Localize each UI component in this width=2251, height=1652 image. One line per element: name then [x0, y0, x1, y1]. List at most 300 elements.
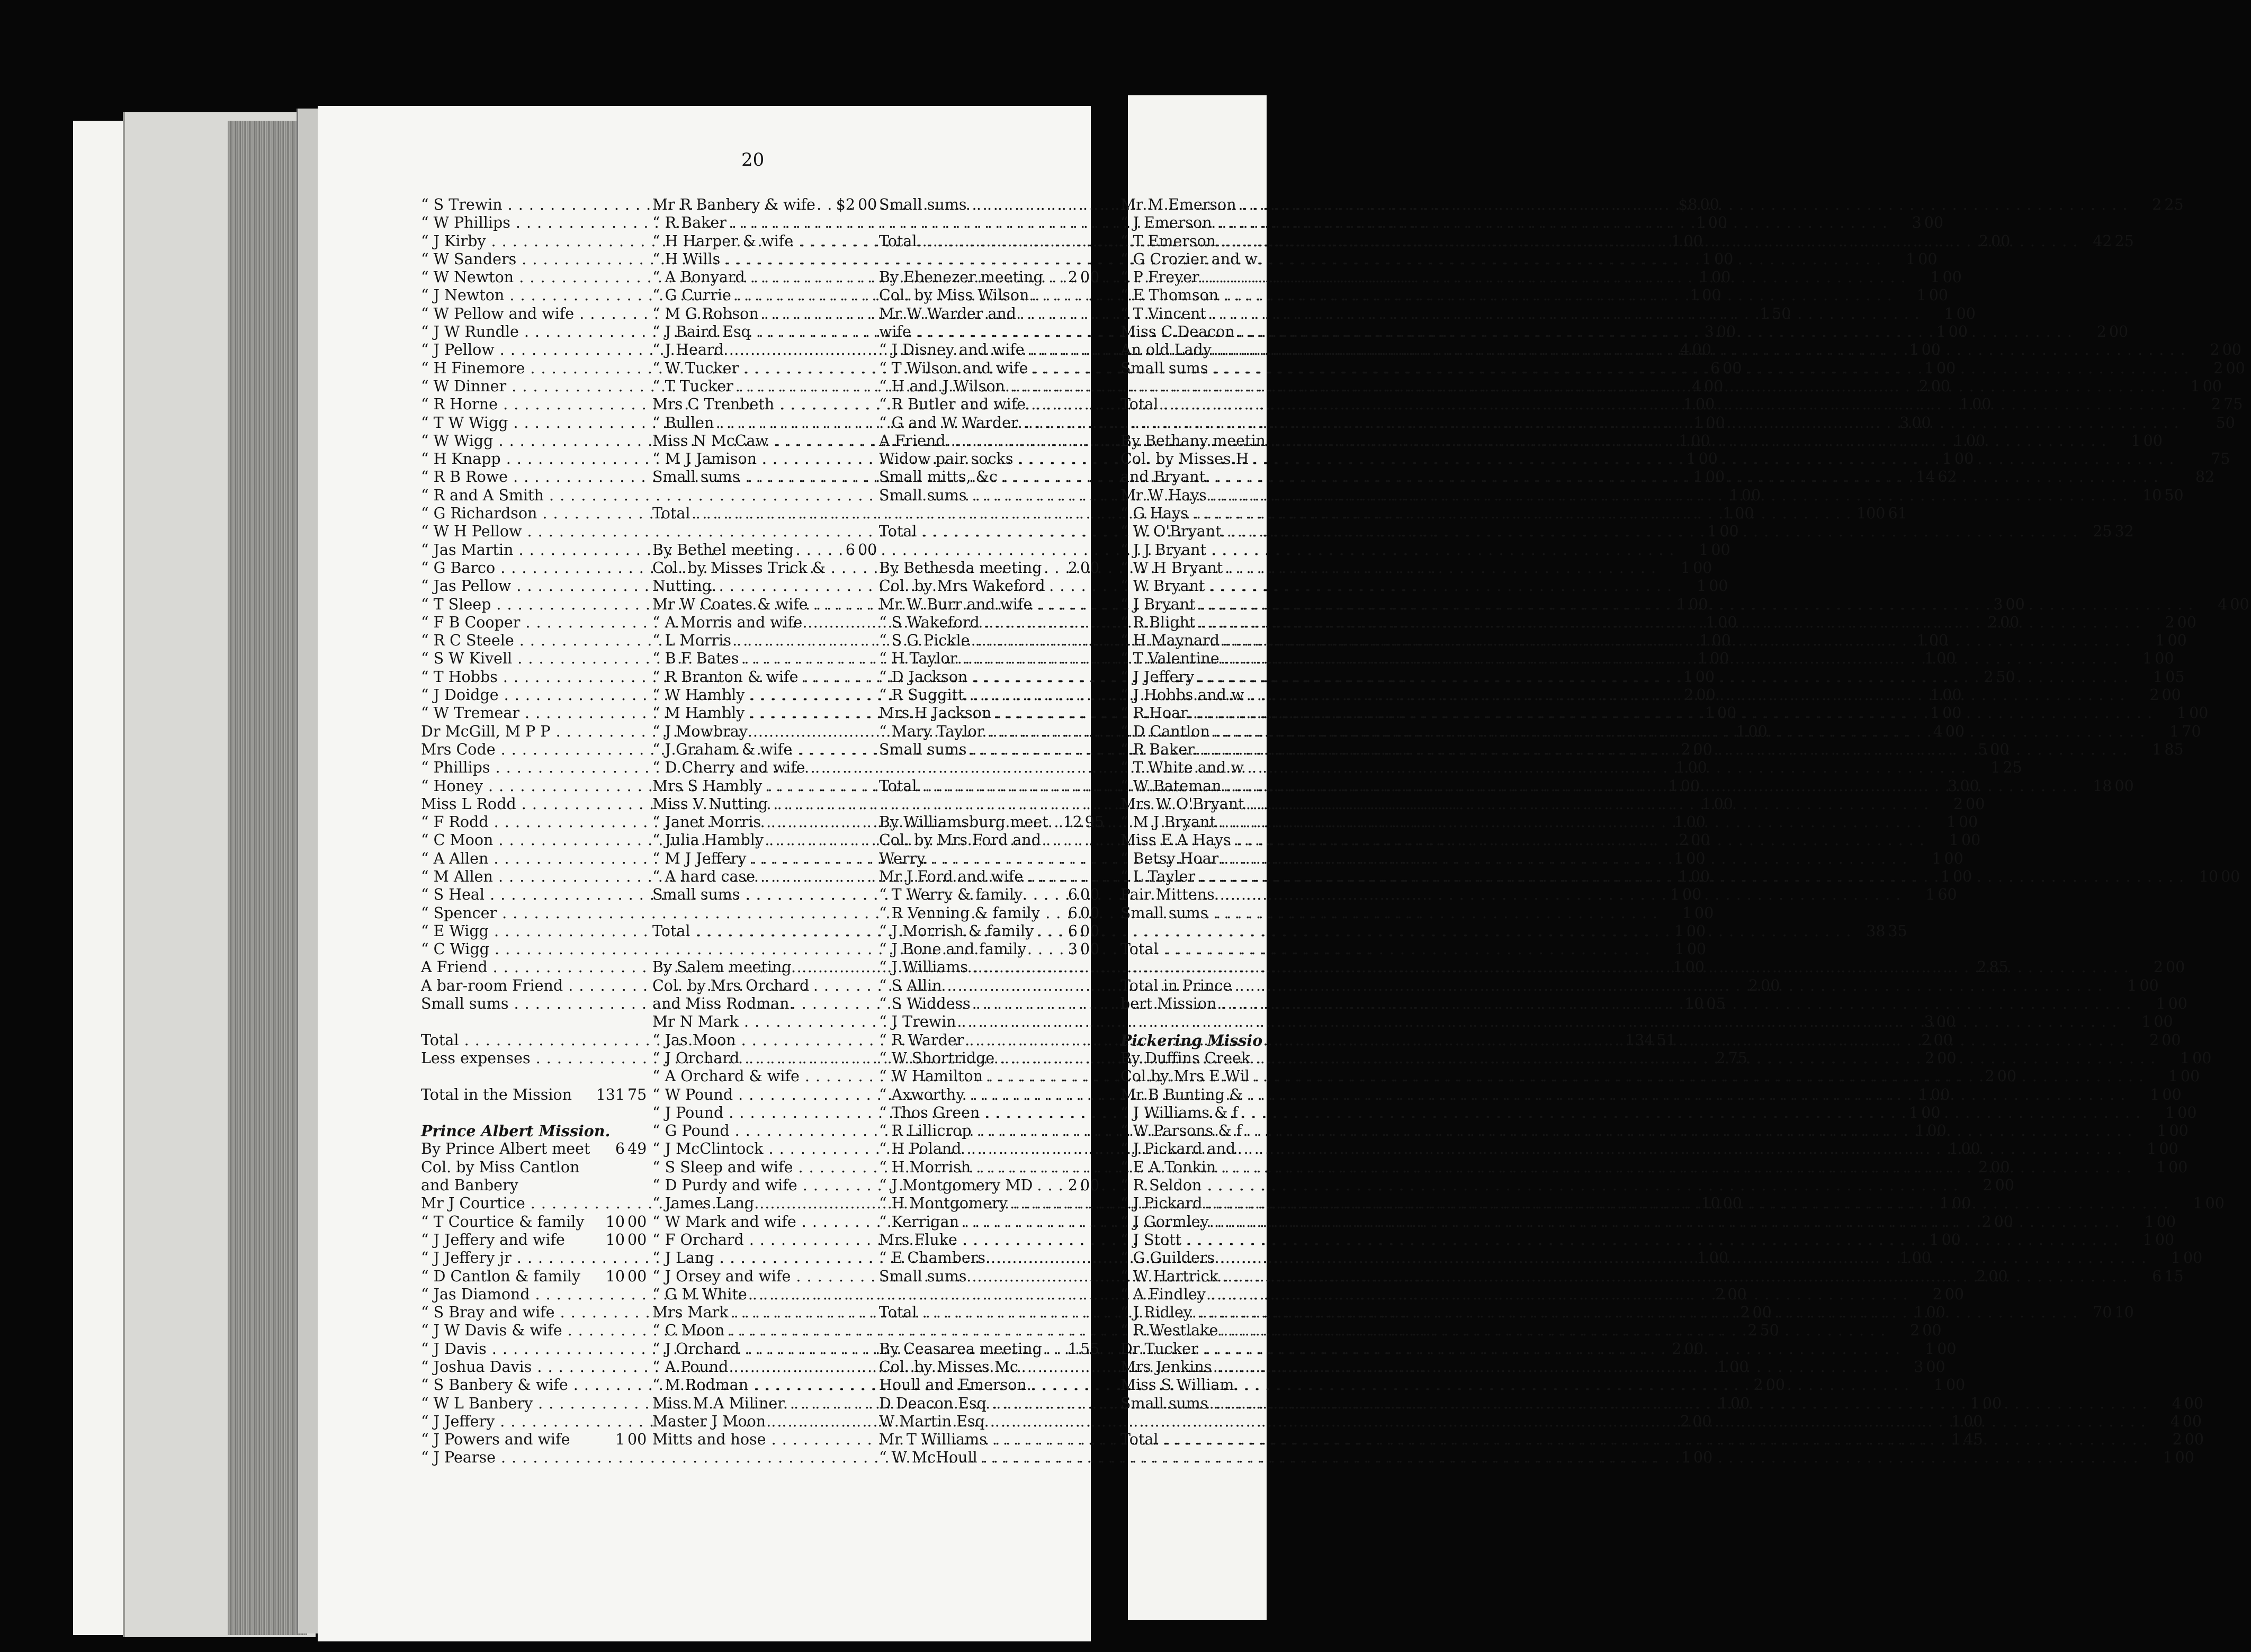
entry-cents: 00	[1692, 341, 1711, 359]
entry-cents: 00	[2162, 1085, 2182, 1103]
entry-name: Total in the Mission	[421, 1085, 572, 1103]
entry-cents: 00	[2165, 958, 2185, 976]
entry-dollars	[1448, 323, 1482, 341]
entry-cents: 75	[2211, 450, 2230, 468]
entry-dollars	[1421, 904, 1455, 922]
entry-cents: 00	[1702, 286, 1721, 304]
entry-name: Small sums . . .	[879, 487, 2128, 505]
entry-cents: 00	[1680, 777, 1700, 795]
ledger-heading-row	[1120, 1086, 1267, 1104]
entry-cents: 00	[1921, 1103, 1941, 1121]
entry-name: “ J Pearse . . .	[421, 1449, 1657, 1467]
entry-cents: 45	[1963, 1431, 1983, 1449]
entry-dollars: 10	[1701, 1195, 1720, 1213]
entry-name: “ W Pellow and wife . . .	[421, 305, 1735, 323]
entry-name: “ W L Banbery . . .	[421, 1395, 1694, 1413]
entry-dollars: 2	[2096, 323, 2106, 341]
entry-dollars: 1	[1959, 396, 1970, 414]
entry-cents	[1441, 741, 1465, 759]
entry-dollars: 1	[1930, 686, 1940, 704]
row-spacer	[1120, 958, 1267, 976]
row-spacer	[879, 1286, 1101, 1304]
ledger-entry	[1120, 396, 1267, 414]
entry-name: “ G Guilders . . .	[1120, 1249, 1428, 1267]
entry-name: “ R Blight . . .	[1120, 614, 1409, 632]
entry-name: “ J Stott . . .	[1120, 1231, 1395, 1249]
entry-cents: 25	[2003, 759, 2022, 777]
ledger-entry	[652, 196, 879, 214]
entry-dollars: 2	[1984, 668, 1994, 686]
entry-cents	[1442, 596, 1466, 614]
entry-dollars: 6	[1710, 359, 1720, 377]
entry-name: “ R Hoar . . .	[1120, 704, 1401, 722]
entry-cents	[1461, 886, 1485, 904]
entry-name: “ W Bryant . . .	[1120, 577, 1418, 595]
entry-name: “ J Kirby . . .	[421, 232, 1647, 250]
entry-dollars: 134	[1625, 1031, 1654, 1049]
entry-name: Small sums . . .	[652, 886, 1901, 904]
entry-dollars: 1	[1705, 704, 1715, 722]
entry-dollars: 2	[1740, 1304, 1750, 1322]
entry-name: “ S Banbery & wife . . .	[421, 1376, 1729, 1394]
entry-cents	[1466, 850, 1490, 868]
entry-name: “ J Montgomery MD	[879, 1177, 1033, 1195]
entry-dollars	[1419, 541, 1453, 559]
entry-name: “ Mary Taylor . . .	[879, 723, 2145, 741]
entry-dollars	[1434, 777, 1468, 795]
entry-name: Mr R Banbery & wife	[652, 196, 815, 213]
entry-name: “ Jas Martin . . .	[421, 541, 1674, 559]
entry-name: “ Bullen . . .	[652, 414, 1875, 432]
entry-cents: 00	[2168, 995, 2187, 1013]
ledger-entry	[1120, 1159, 1267, 1177]
ledger-heading-row	[1120, 250, 1267, 268]
entry-dollars: 1	[1674, 940, 1684, 958]
heading-text: “ J Williams & f	[1120, 1103, 1239, 1121]
entry-cents: 00	[1924, 214, 1944, 232]
entry-name: “ L Tayler . . .	[1120, 868, 1408, 886]
entry-cents: 00	[1942, 704, 1962, 722]
entry-cents: 00	[1696, 686, 1716, 704]
entry-dollars: 4	[2172, 1394, 2182, 1412]
ledger-entry	[1120, 813, 1267, 831]
entry-cents: 00	[2205, 1195, 2225, 1213]
entry-cents	[1405, 396, 1429, 414]
entry-name: “ J Morrish & family	[879, 922, 1034, 940]
heading-text: Col. by Misses Trick &	[652, 559, 826, 577]
entry-cents: 85	[2164, 740, 2184, 758]
entry-dollars	[1428, 886, 1461, 904]
entry-cents: 00	[2143, 432, 2163, 450]
entry-cents: 00	[1921, 341, 1941, 359]
entry-cents: 60	[1938, 886, 1957, 904]
entry-cents	[1478, 831, 1502, 849]
row-spacer	[1120, 922, 1267, 940]
entry-dollars: 1	[1702, 250, 1712, 268]
entry-dollars: 1	[1697, 1249, 1707, 1267]
entry-name: “ R and A Smith . . .	[421, 487, 1705, 505]
entry-name: Mrs W O'Bryant . . .	[1120, 795, 1457, 813]
entry-name: “ M Rodman . . .	[652, 1376, 1909, 1394]
entry-cents: 00	[1693, 1449, 1713, 1467]
entry-dollars: 1	[2142, 650, 2153, 668]
entry-name: Mrs H Jackson . . .	[879, 704, 2153, 722]
entry-dollars: 18	[2093, 777, 2112, 795]
entry-cents: 00	[1706, 414, 1725, 432]
entry-dollars: 1	[2168, 1067, 2178, 1085]
entry-dollars	[1429, 232, 1463, 250]
entry-cents: 00	[2222, 341, 2241, 359]
entry-name: “ J Graham & wife . . .	[652, 741, 1953, 759]
entry-name: “ S Allin . . .	[879, 977, 2103, 995]
entry-name: “ L Morris . . .	[652, 632, 1893, 650]
entry-name: Mrs Fluke . . .	[879, 1231, 2119, 1249]
entry-cents	[1435, 505, 1459, 523]
entry-name: “ E Thomson . . .	[1120, 286, 1432, 304]
entry-cents: 00	[1922, 1322, 1942, 1340]
entry-name: “ R Butler and wife . . .	[879, 396, 2187, 414]
entry-cents: 00	[1709, 577, 1728, 595]
entry-cents: 00	[1761, 976, 1780, 994]
entry-cents	[1456, 1213, 1479, 1231]
ledger-entry	[1120, 268, 1267, 286]
entry-cents: 00	[1691, 432, 1710, 450]
ledger-entry	[1120, 668, 1267, 686]
entry-cents: 00	[2177, 613, 2196, 631]
entry-cents: 00	[2167, 632, 2187, 650]
entry-name: “ Janet Morris . . .	[652, 813, 1922, 831]
ledger-entry	[1120, 723, 1267, 741]
entry-dollars	[1422, 1213, 1456, 1231]
entry-name: “ T Hobbs . . .	[421, 668, 1659, 686]
entry-dollars	[1401, 505, 1435, 523]
entry-cents: 00	[2114, 777, 2134, 795]
heading-text: Col by Mrs E Wil	[1120, 1067, 1250, 1085]
entry-cents: 00	[2221, 867, 2240, 885]
heading-text: Col. by Misses H	[1120, 450, 1249, 468]
entry-dollars: 2	[1715, 1285, 1725, 1303]
entry-dollars	[1408, 868, 1442, 886]
entry-dollars: 1	[1925, 1340, 1935, 1358]
entry-dollars	[1421, 360, 1455, 378]
ledger-heading-row	[421, 1177, 649, 1195]
ledger-heading-row	[1120, 468, 1267, 486]
ledger-entry	[1120, 323, 1267, 341]
ledger-entry	[1120, 1431, 1267, 1449]
entry-name: “ W H Pellow . . .	[421, 523, 1683, 541]
entry-dollars	[1411, 1340, 1445, 1358]
entry-cents: 00	[1936, 650, 1956, 668]
entry-dollars	[1419, 305, 1453, 323]
entry-name: “ G Barco . . .	[421, 559, 1656, 577]
row-spacer	[879, 795, 1101, 813]
entry-name: “ A Findley . . .	[1120, 1286, 1419, 1304]
entry-cents: 00	[1933, 1031, 1953, 1049]
entry-dollars: 1	[1693, 468, 1703, 486]
entry-name: “ T Tucker . . .	[652, 378, 1895, 396]
entry-name: “ H Knapp . . .	[421, 450, 1662, 468]
entry-name: “ S Trewin . . .	[421, 196, 1664, 214]
entry-name: Small sums . . .	[879, 1268, 2128, 1286]
entry-cents: 00	[2162, 686, 2181, 704]
ledger-entry	[1120, 1286, 1267, 1304]
entry-name: “ E A Tonkin . . .	[1120, 1159, 1429, 1177]
section-heading	[421, 1122, 649, 1140]
ledger-entry	[1120, 850, 1267, 868]
entry-dollars	[2159, 468, 2193, 486]
entry-name: “ W Dinner . . .	[421, 378, 1667, 396]
entry-cents	[1445, 1340, 1469, 1358]
entry-cents	[1429, 1231, 1452, 1249]
entry-name: “ R Horne . . .	[421, 396, 1659, 414]
entry-name: “ E Chambers . . .	[879, 1249, 2147, 1267]
entry-dollars: 1	[1682, 904, 1692, 922]
entry-cents: 00	[1080, 904, 1100, 922]
entry-dollars: 42	[2093, 232, 2112, 250]
entry-dollars: 1	[2165, 1103, 2175, 1121]
entry-dollars: 10	[2199, 867, 2219, 885]
row-spacer	[879, 250, 1101, 268]
entry-dollars: 1	[1696, 214, 1706, 232]
ledger-entry	[879, 922, 1101, 940]
entry-name: “ T Sleep . . .	[421, 596, 1652, 614]
ledger-entry	[1120, 596, 1267, 614]
entry-name: Miss N McCaw . . .	[652, 432, 1930, 450]
entry-name: Small sums . . .	[1120, 1395, 1421, 1413]
entry-dollars: 4	[2170, 1412, 2180, 1430]
ledger-entry	[1120, 632, 1267, 650]
entry-name: “ H Morrish . . .	[879, 1159, 2132, 1177]
entry-dollars: 1	[1707, 523, 1717, 541]
entry-name: Mr N Mark . . .	[652, 1013, 1900, 1031]
entry-cents: 00	[1709, 1249, 1728, 1267]
entry-name: “ J Emerson . . .	[1120, 214, 1425, 232]
entry-name: “ Thos Green . . .	[879, 1104, 2141, 1122]
heading-text: “ G Crozier and w	[1120, 250, 1258, 268]
entry-cents: 00	[1942, 268, 1962, 286]
entry-name: “ H Wills . . .	[652, 250, 1881, 268]
entry-name: “ R Lillicrop . . .	[879, 1122, 2132, 1140]
entry-name: Miss E A Hays . . .	[1120, 831, 1444, 849]
entry-dollars: 1	[1924, 359, 1934, 377]
entry-name: Less expenses . . .	[421, 1049, 1692, 1067]
entry-name: “ Julia Hambly . . .	[652, 831, 1925, 849]
entry-dollars: 1	[2157, 1122, 2167, 1140]
entry-name: “ H Maynard . . .	[1120, 632, 1432, 650]
ledger-entry	[1120, 577, 1267, 595]
entry-dollars: 3	[1993, 595, 2003, 613]
entry-dollars	[1424, 341, 1458, 359]
entry-name: Mitts and hose . . .	[652, 1431, 1927, 1449]
entry-name: D Deacon Esq . . .	[879, 1395, 2148, 1413]
entry-cents	[1446, 268, 1470, 286]
entry-name: “ Betsy Hoar . . .	[1120, 850, 1432, 868]
entry-cents: 15	[2164, 1267, 2184, 1285]
page-edges	[228, 121, 307, 1635]
entry-dollars	[1401, 704, 1434, 722]
entry-name: “ J Trewin . . .	[879, 1013, 2117, 1031]
entry-cents: 00	[627, 1267, 647, 1285]
entry-name: “ J Disney and wife . . .	[879, 341, 2186, 359]
heading-text: Total in Prince	[1120, 976, 1232, 994]
entry-name: By Williamsburg meet	[879, 813, 1048, 831]
entry-name: “ E Wigg . . .	[421, 922, 1650, 940]
entry-name: Dr Tucker . . .	[1120, 1340, 1411, 1358]
entry-name: “ J J Bryant . . .	[1120, 541, 1419, 559]
entry-dollars: 2	[2149, 686, 2159, 704]
entry-name: Master J Moon . . .	[652, 1413, 1927, 1431]
entry-cents: 00	[2175, 1449, 2194, 1467]
entry-name: “ C Moon . . .	[652, 1322, 1886, 1340]
ledger-heading-row	[652, 559, 879, 577]
entry-dollars: 1	[1933, 1376, 1944, 1394]
entry-dollars: 12	[1063, 813, 1082, 831]
entry-cents: 25	[2114, 232, 2134, 250]
entry-cents	[1441, 668, 1465, 686]
entry-cents: 00	[2177, 1103, 2197, 1121]
entry-dollars: 1	[1699, 268, 1709, 286]
row-spacer	[1120, 378, 1267, 396]
entry-dollars: 10	[605, 1231, 625, 1249]
entry-name: Miss M A Miliner . . .	[652, 1395, 1946, 1413]
entry-cents	[1452, 577, 1476, 595]
entry-dollars: 3	[1068, 940, 1078, 958]
entry-cents: 00	[2139, 976, 2159, 994]
entry-cents: 00	[1945, 722, 1965, 740]
entry-cents: 35	[1888, 922, 1907, 940]
entry-name: Mr W Coates & wife . . .	[652, 596, 1969, 614]
entry-cents	[1466, 650, 1490, 668]
entry-name: “ Jas Moon . . .	[652, 1031, 1897, 1049]
entry-cents	[1439, 1304, 1463, 1322]
entry-cents: 00	[1966, 795, 1985, 813]
entry-dollars: 2	[1910, 1322, 1920, 1340]
ledger-entry	[1120, 559, 1267, 577]
ledger-entry	[652, 541, 879, 559]
ledger-heading-row	[1120, 977, 1267, 995]
entry-dollars	[1409, 614, 1442, 632]
entry-name: “ D Jackson . . .	[879, 668, 2129, 686]
entry-name: “ H Taylor . . .	[879, 650, 2118, 668]
ledger-entry	[879, 1013, 2173, 1031]
ledger-entry	[421, 1140, 649, 1158]
entry-name: “ J Jeffery jr . . .	[421, 1249, 1673, 1267]
entry-dollars: 1	[2163, 1449, 2173, 1467]
entry-cents: 00	[2226, 359, 2245, 377]
ledger-heading-row	[1120, 432, 1267, 450]
entry-cents: 00	[1710, 650, 1729, 668]
entry-cents: 00	[1730, 1394, 1750, 1412]
entry-cents: 00	[1689, 595, 1708, 613]
entry-dollars: 6	[1068, 904, 1078, 922]
entry-dollars	[1395, 1231, 1429, 1249]
entry-name: “ J Davis . . .	[421, 1340, 1648, 1358]
entry-name: “ T W Wigg . . .	[421, 414, 1669, 432]
entry-name: Total . . .	[1120, 940, 1371, 958]
ledger-entry	[1120, 541, 1267, 559]
entry-cents: 00	[1912, 414, 1931, 432]
entry-dollars: 1	[1674, 849, 1684, 867]
entry-dollars	[1430, 995, 1464, 1013]
entry-dollars: 10	[2142, 486, 2162, 504]
entry-name: “ J W Davis & wife . . .	[421, 1322, 1724, 1340]
entry-name: “ J Lang . . .	[652, 1249, 1876, 1267]
entry-dollars: 1	[2127, 976, 2137, 994]
ledger-entry	[879, 904, 1101, 922]
entry-cents: 32	[2114, 523, 2134, 541]
entry-name: “ D Cantlon & family	[421, 1267, 581, 1285]
entry-cents: 00	[1080, 268, 1100, 286]
entry-name: “ J Powers and wife	[421, 1431, 570, 1449]
entry-dollars: 3	[1912, 214, 1922, 232]
entry-name: “ W Tucker . . .	[652, 360, 1900, 378]
entry-cents: 00	[1956, 304, 1976, 322]
heading-text: Col. by Miss Wilson.	[879, 286, 1034, 304]
entry-name: A bar-room Friend . . .	[421, 977, 1724, 995]
entry-dollars	[1420, 487, 1454, 505]
entry-dollars: 1	[1951, 1431, 1961, 1449]
entry-name: “ R Baker . . .	[652, 214, 1888, 232]
entry-name: “ J Williams . . .	[879, 958, 2129, 976]
ledger-entry	[879, 1340, 1101, 1358]
entry-cents: 00	[1695, 396, 1715, 414]
ledger-heading-row	[1120, 1376, 1267, 1394]
entry-cents: 00	[1931, 377, 1950, 395]
entry-name: “ F B Cooper . . .	[421, 614, 1681, 632]
entry-cents	[1465, 1268, 1489, 1286]
entry-cents: 00	[1080, 886, 1100, 904]
entry-dollars: 10	[605, 1267, 625, 1285]
entry-cents: 00	[1704, 377, 1724, 395]
entry-cents: 00	[1741, 486, 1761, 504]
entry-dollars: 2	[1918, 377, 1929, 395]
row-spacer	[879, 214, 1101, 232]
entry-dollars: 1	[1906, 250, 1916, 268]
ledger-entry	[879, 1412, 2202, 1431]
entry-cents: 00	[1990, 740, 2010, 758]
entry-cents	[1466, 286, 1490, 304]
entry-cents: 00	[1994, 1213, 2013, 1231]
entry-dollars: 1	[2190, 377, 2200, 395]
entry-dollars: 1	[1930, 268, 1940, 286]
entry-cents: 00	[2189, 704, 2209, 722]
ledger-entry	[1120, 614, 1267, 632]
entry-cents: 00	[1926, 1358, 1945, 1376]
entry-dollars: 1	[1925, 886, 1935, 904]
entry-cents: 00	[1963, 1412, 1983, 1430]
entry-dollars: 2	[1978, 232, 1989, 250]
entry-cents: 55	[1080, 1340, 1100, 1358]
entry-name: “ W Sanders . . .	[421, 250, 1678, 268]
entry-dollars: 1	[1915, 1122, 1925, 1140]
entry-name: Total . . .	[879, 777, 2078, 795]
heading-text: By Duffins Creek	[1120, 1049, 1251, 1067]
entry-name: “ J Jeffery . . .	[421, 1413, 1656, 1431]
heading-text: “ J Hobbs and w	[1120, 686, 1244, 704]
entry-dollars: 10	[605, 1213, 625, 1231]
entry-name: Mrs C Trenbeth . . .	[652, 396, 1935, 414]
entry-name: “ S G Pickle . . .	[879, 632, 2131, 650]
section-title: Pickering Missio	[1120, 1031, 1263, 1049]
section-title: Prince Albert Mission.	[421, 1122, 611, 1141]
entry-name: “ M J Jeffery . . .	[652, 850, 1907, 868]
entry-name: “ W Tremear . . .	[421, 704, 1681, 722]
entry-cents	[1465, 1322, 1489, 1340]
entry-cents: 00	[1686, 922, 1706, 940]
entry-dollars: 1	[1683, 396, 1693, 414]
row-spacer	[879, 505, 1101, 523]
entry-cents: 00	[1683, 232, 1703, 250]
